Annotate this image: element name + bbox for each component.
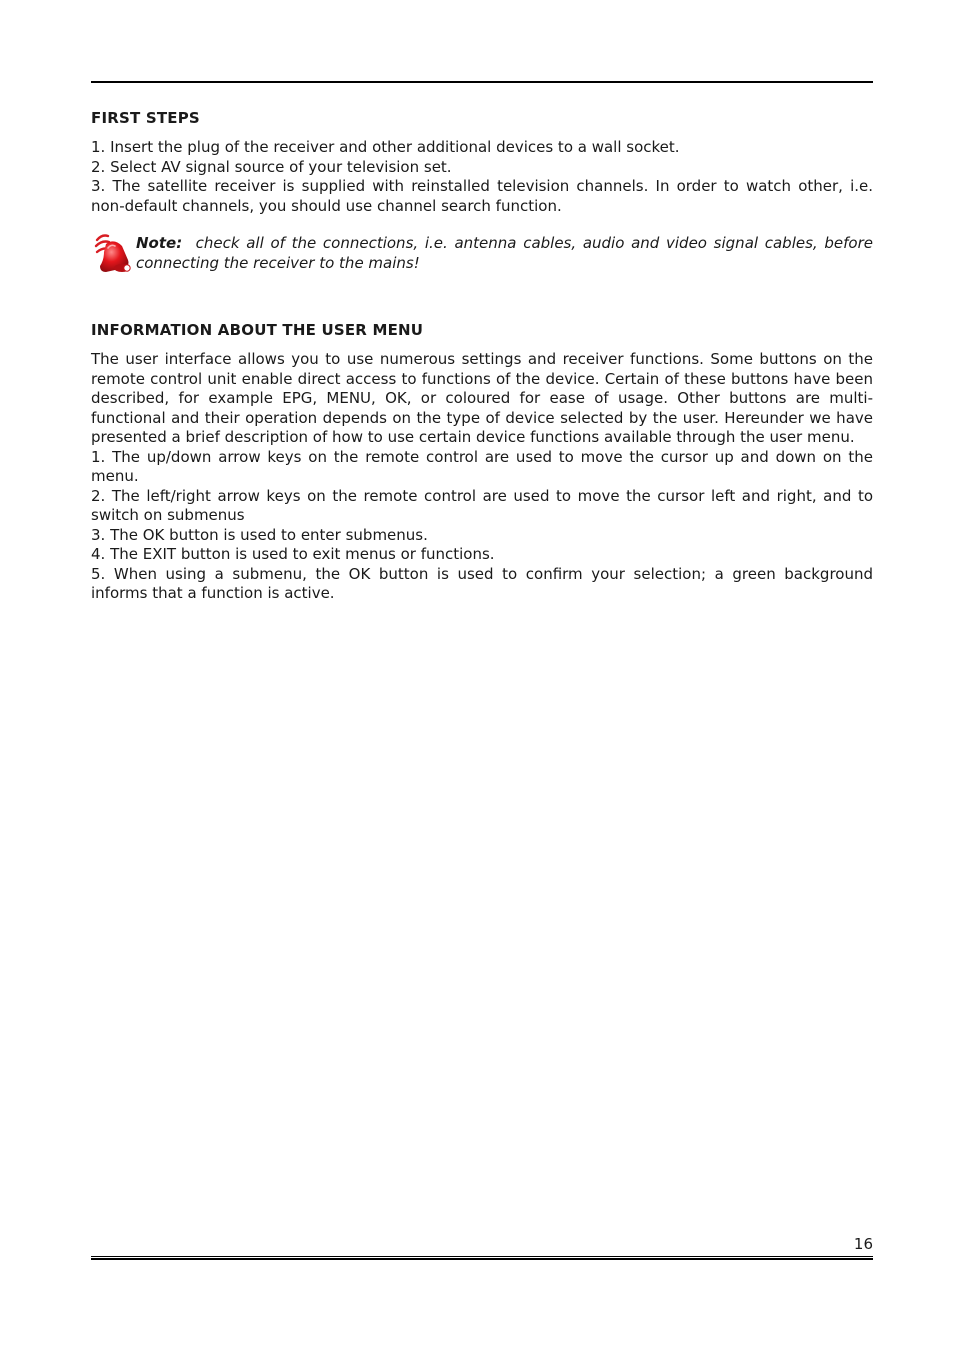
page-content — [91, 108, 873, 604]
page-number: 16 — [853, 1235, 873, 1253]
note-body: check all of the connections, i.e. antenna cables, audio and video signal cables, before connecting the receiver to the mains! — [136, 234, 873, 272]
user-menu-item-4: 4. The EXIT button is used to exit menus or functions. — [91, 545, 495, 563]
user-menu-intro: The user interface allows you to use numerous settings and receiver functions. Some buttons on the remote control unit enable direct access to functions of the device. Certain of these buttons have been described, for example EPG, MENU, OK, or coloured for ease of usage. Other buttons are multi-functional and their operation depends on the type of device selected by the user. Hereunder we have presented a brief description of how to use certain device functions available through the user menu. — [91, 350, 873, 446]
user-menu-item-2: 2. The left/right arrow keys on the remote control are used to move the cursor left and right, and to switch on submenus — [91, 486, 873, 524]
note-text — [136, 234, 873, 273]
footer-rule-thick — [91, 1258, 873, 1260]
user-menu-heading: INFORMATION ABOUT THE USER MENU — [91, 321, 424, 339]
first-steps-list — [91, 138, 873, 216]
bell-alert-icon — [94, 230, 134, 278]
user-menu-item-1: 1. The up/down arrow keys on the remote control are used to move the cursor up and down on the menu. — [91, 447, 873, 485]
first-steps-heading: FIRST STEPS — [91, 109, 200, 127]
user-menu-body — [91, 350, 873, 604]
page-footer — [91, 1235, 873, 1260]
user-menu-item-3: 3. The OK button is used to enter submenus. — [91, 525, 428, 544]
first-step-3: 3. The satellite receiver is supplied with reinstalled television channels. In order to watch other, i.e. non-default channels, you should use channel search function. — [91, 177, 873, 215]
note-box — [91, 234, 873, 286]
header-rule — [91, 81, 873, 83]
note-label: Note: — [136, 234, 183, 252]
user-menu-section — [91, 320, 873, 604]
first-step-1: 1. Insert the plug of the receiver and other additional devices to a wall socket. — [91, 138, 680, 156]
footer-rule-thin — [91, 1256, 873, 1257]
first-step-2: 2. Select AV signal source of your television set. — [91, 157, 452, 176]
user-menu-item-5: 5. When using a submenu, the OK button is used to confirm your selection; a green background informs that a function is active. — [91, 564, 873, 602]
